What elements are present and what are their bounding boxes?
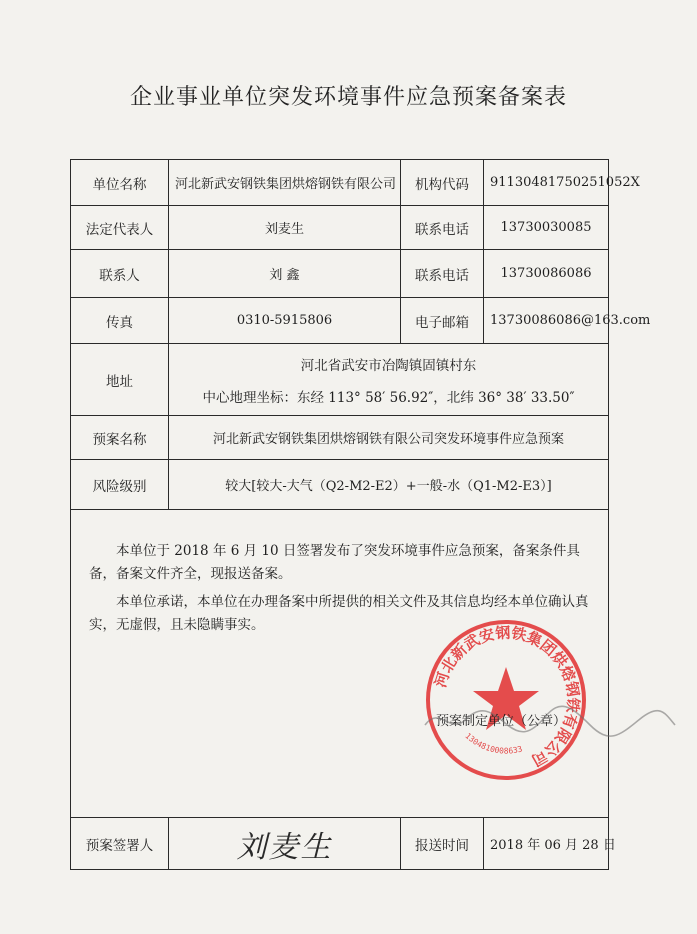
statement-paragraph-1: 本单位于 2018 年 6 月 10 日签署发布了突发环境事件应急预案，备案条件具备，备案文件齐全，现报送备案。 — [89, 543, 580, 582]
legal-rep-value: 刘麦生 — [169, 206, 401, 250]
row-risk-level — [71, 460, 609, 510]
unit-name-label: 单位名称 — [71, 160, 169, 206]
signer-signature: 刘麦生 — [169, 818, 401, 870]
risk-level-label: 风险级别 — [71, 460, 169, 510]
contact-label: 联系人 — [71, 250, 169, 298]
row-statement — [71, 510, 609, 818]
row-fax — [71, 298, 609, 344]
fax-label: 传真 — [71, 298, 169, 344]
seal-ring-text: 河北新武安钢铁集团烘熔钢铁有限公司 — [431, 623, 583, 770]
address-coordinates: 中心地理坐标：东经 113° 58′ 56.92″，北纬 36° 38′ 33.50″ — [202, 389, 575, 406]
statement-paragraph-2: 本单位承诺，本单位在办理备案中所提供的相关文件及其信息均经本单位确认真实，无虚假，且未隐瞒事实。 — [89, 594, 589, 633]
page-title: 企业事业单位突发环境事件应急预案备案表 — [129, 85, 567, 110]
row-address — [71, 344, 609, 416]
row-legal-rep — [71, 206, 609, 250]
handwritten-mark — [420, 695, 680, 745]
phone2-label: 联系电话 — [401, 250, 484, 298]
email-label: 电子邮箱 — [401, 298, 484, 344]
filing-form-table — [70, 159, 651, 870]
org-code-value: 91130481750251052X — [484, 160, 609, 206]
address-cell — [169, 344, 609, 416]
plan-name-label: 预案名称 — [71, 416, 169, 460]
address-label: 地址 — [71, 344, 169, 416]
email-value: 13730086086@163.com — [484, 298, 609, 344]
submit-time-label: 报送时间 — [401, 818, 484, 870]
signer-label: 预案签署人 — [71, 818, 169, 870]
unit-name-value: 河北新武安钢铁集团烘熔钢铁有限公司 — [169, 160, 401, 206]
legal-rep-label: 法定代表人 — [71, 206, 169, 250]
plan-name-value: 河北新武安钢铁集团烘熔钢铁有限公司突发环境事件应急预案 — [169, 416, 609, 460]
phone1-label: 联系电话 — [401, 206, 484, 250]
stamp-label: 预案制定单位（公章） — [436, 714, 567, 729]
statement-cell — [71, 510, 609, 818]
phone2-value: 13730086086 — [484, 250, 609, 298]
risk-level-value: 较大[较大-大气（Q2-M2-E2）+一般-水（Q1-M2-E3）] — [169, 460, 609, 510]
row-unit-name — [71, 160, 609, 206]
fax-value: 0310-5915806 — [169, 298, 401, 344]
submit-time-value: 2018 年 06 月 28 日 — [484, 818, 609, 870]
row-contact — [71, 250, 609, 298]
row-footer — [71, 818, 609, 870]
row-plan-name — [71, 416, 609, 460]
org-code-label: 机构代码 — [401, 160, 484, 206]
seal-number: 1304810008633 — [463, 731, 524, 756]
phone1-value: 13730030085 — [484, 206, 609, 250]
address-line1: 河北省武安市冶陶镇固镇村东 — [300, 357, 477, 374]
contact-value: 刘 鑫 — [169, 250, 401, 298]
